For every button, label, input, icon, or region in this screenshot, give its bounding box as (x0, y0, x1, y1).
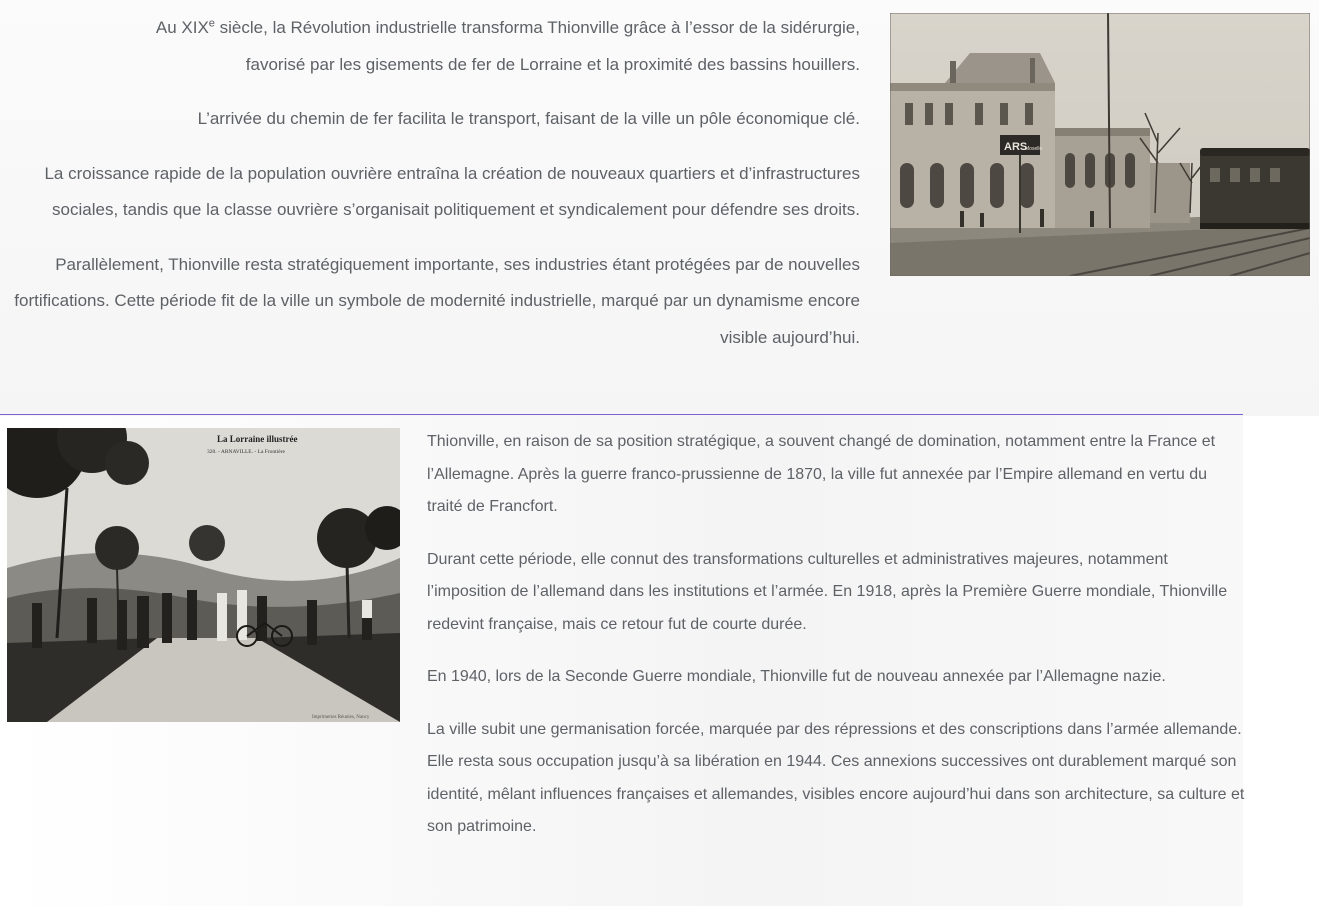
annexation-text (427, 426, 1245, 864)
station-sign-text: ARS (1004, 141, 1028, 153)
industrial-section (0, 0, 1319, 416)
superscript-e: e (208, 17, 215, 30)
postcard-printer: Imprimeries Réunies, Nancy (312, 715, 370, 720)
text-line-1: siècle, la Révolution industrielle transforma Thionville grâce à l’essor de la sidérurgie, (219, 18, 860, 37)
paragraph-fortifications: Parallèlement, Thionville resta stratégiquement importante, ses industries étant protégées par de nouvelles fortifications. Cette période fit de la ville un symbole de modernité industrielle, marqué par un dynamisme encore visible aujourd’hui. (14, 254, 860, 347)
paragraph-strategic-position: Thionville, en raison de sa position stratégique, a souvent changé de domination, notamment entre la France et l’Allemagne. Après la guerre franco-prussienne de 1870, la ville fut annexée par l’Empire allemand en vertu du traité de Francfort. (427, 433, 1216, 515)
text-xix: Au XIX (155, 18, 209, 37)
text-line-2: favorisé par les gisements de fer de Lorraine et la proximité des bassins houillers. (245, 54, 860, 74)
station-sign-small: Moselle (1025, 146, 1043, 152)
postcard-caption-sub: 320. - ARNAVILLE. - La Frontière (207, 449, 285, 455)
paragraph-population: La croissance rapide de la population ouvrière entraîna la création de nouveaux quartiers et d’infrastructures sociales, tandis que la classe ouvrière s’organisait politiquement et syndicalement pour défendre ses droits. (44, 163, 860, 219)
paragraph-19th-century (0, 10, 860, 83)
postcard-caption-title: La Lorraine illustrée (217, 434, 298, 444)
industrial-text (0, 10, 860, 374)
paragraph-railway: L’arrivée du chemin de fer facilita le transport, faisant de la ville un pôle économique clé. (197, 109, 860, 128)
paragraph-1940: En 1940, lors de la Seconde Guerre mondiale, Thionville fut de nouveau annexée par l’Allemagne nazie. (427, 668, 1166, 685)
paragraph-german-period: Durant cette période, elle connut des transformations culturelles et administratives majeures, notamment l’imposition de l’allemand dans les institutions et l’armée. En 1918, après la Première Guerre mondiale, Thionville redevint française, mais ce retour fut de courte durée. (427, 550, 1228, 633)
section-divider (0, 414, 1243, 415)
arnaville-postcard-photo (7, 428, 400, 722)
paragraph-germanisation: La ville subit une germanisation forcée, marquée par des répressions et des conscriptions dans l’armée allemande. Elle resta sous occupation jusqu’à sa libération en 1944. Ces annexions successives ont durablement marqué son identité, mêlant influences françaises et allemandes, visibles encore aujourd’hui dans son architecture, sa culture et son patrimoine. (427, 720, 1245, 835)
train-station-photo (890, 13, 1310, 276)
